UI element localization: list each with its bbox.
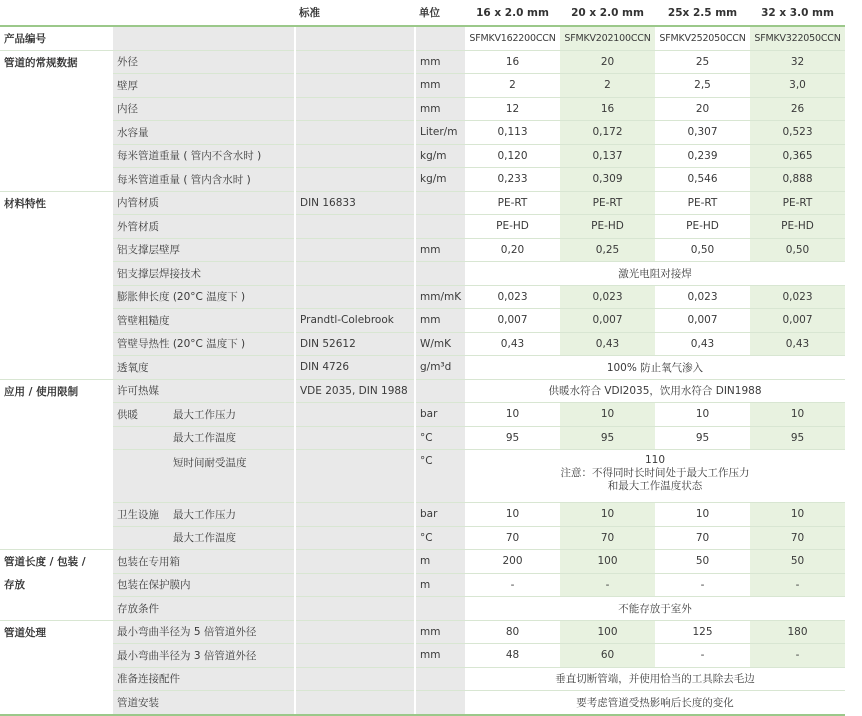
table-row — [0, 450, 845, 503]
cell-value: - — [465, 573, 560, 597]
cell-value: 10 — [655, 503, 750, 527]
row-unit: Liter/m — [415, 121, 465, 145]
row-unit: bar — [415, 503, 465, 527]
row-label: 壁厚 — [113, 74, 295, 98]
category-length: 管道长度 / 包装 / — [4, 556, 86, 568]
table-row — [0, 285, 845, 309]
cell-value: PE-RT — [750, 191, 845, 215]
cell-value: 125 — [655, 620, 750, 644]
row-label: 最大工作温度 — [173, 432, 236, 445]
header-size: 25x 2.5 mm — [655, 0, 750, 26]
cell-value: 20 — [655, 97, 750, 121]
cell-value: 70 — [465, 526, 560, 550]
table-row — [0, 667, 845, 691]
row-unit: kg/m — [415, 168, 465, 192]
cell-value: 95 — [655, 426, 750, 450]
row-unit: mm — [415, 74, 465, 98]
row-label: 内管材质 — [113, 191, 295, 215]
row-unit: bar — [415, 403, 465, 427]
cell-value: 0,007 — [655, 309, 750, 333]
row-label: 每米管道重量 ( 管内含水时 ) — [113, 168, 295, 192]
table-row — [0, 426, 845, 450]
row-label: 外管材质 — [113, 215, 295, 239]
cell-value: 0,023 — [655, 285, 750, 309]
cell-value: - — [655, 573, 750, 597]
category-handling: 管道处理 — [4, 626, 46, 639]
row-label: 许可热媒 — [113, 379, 295, 403]
cell-value: 0,43 — [750, 332, 845, 356]
cell-value: 0,172 — [560, 121, 655, 145]
header-size: 32 x 3.0 mm — [750, 0, 845, 26]
table-row — [0, 121, 845, 145]
cell-value: PE-HD — [655, 215, 750, 239]
cell-value: 12 — [465, 97, 560, 121]
row-label: 膨胀伸长度 (20°C 温度下 ) — [113, 285, 295, 309]
table-row — [0, 332, 845, 356]
row-unit: mm — [415, 620, 465, 644]
header-standard: 标准 — [295, 0, 415, 26]
cell-value: 0,43 — [655, 332, 750, 356]
cell-value: - — [750, 573, 845, 597]
cell-value: 20 — [560, 50, 655, 74]
header-unit: 单位 — [415, 0, 465, 26]
cell-value: 10 — [750, 403, 845, 427]
cell-value: 26 — [750, 97, 845, 121]
cell-value: 10 — [560, 503, 655, 527]
row-unit: m — [415, 550, 465, 574]
table-row — [0, 526, 845, 550]
cell-value: 16 — [465, 50, 560, 74]
row-label: 水容量 — [113, 121, 295, 145]
cell-value: 0,25 — [560, 238, 655, 262]
row-standard: DIN 4726 — [295, 356, 415, 380]
span-line: 注意：不得同时长时间处于最大工作压力 — [560, 467, 750, 479]
product-code: SFMKV162200CCN — [465, 26, 560, 50]
cell-value: 0,239 — [655, 144, 750, 168]
cell-value: 95 — [560, 426, 655, 450]
cell-value: 50 — [750, 550, 845, 574]
header-size: 20 x 2.0 mm — [560, 0, 655, 26]
row-unit: °C — [415, 526, 465, 550]
row-label: 透氧度 — [113, 356, 295, 380]
row-label: 最大工作温度 — [173, 532, 236, 545]
row-label: 管壁导热性 (20°C 温度下 ) — [113, 332, 295, 356]
cell-value: PE-RT — [560, 191, 655, 215]
row-label: 包装在保护膜内 — [113, 573, 295, 597]
row-label: 包装在专用箱 — [113, 550, 295, 574]
cell-value: 70 — [750, 526, 845, 550]
product-number-row — [0, 26, 845, 50]
table-row — [0, 168, 845, 192]
row-label: 铝支撑层焊接技术 — [113, 262, 295, 286]
cell-value: - — [560, 573, 655, 597]
table-row — [0, 309, 845, 333]
cell-value: 0,113 — [465, 121, 560, 145]
cell-value: 0,023 — [465, 285, 560, 309]
product-code: SFMKV202100CCN — [560, 26, 655, 50]
cell-value: 0,137 — [560, 144, 655, 168]
row-label: 最大工作压力 — [173, 508, 236, 521]
cell-value: 180 — [750, 620, 845, 644]
cell-value: PE-HD — [750, 215, 845, 239]
row-label: 每米管道重量 ( 管内不含水时 ) — [113, 144, 295, 168]
row-unit: °C — [415, 450, 465, 503]
row-standard: DIN 16833 — [295, 191, 415, 215]
cell-value: 80 — [465, 620, 560, 644]
cell-value: PE-RT — [465, 191, 560, 215]
row-unit: °C — [415, 426, 465, 450]
cell-value: 70 — [560, 526, 655, 550]
cell-value: 0,007 — [465, 309, 560, 333]
cell-value: 0,120 — [465, 144, 560, 168]
row-unit: mm — [415, 238, 465, 262]
row-unit: W/mK — [415, 332, 465, 356]
cell-value: - — [655, 644, 750, 668]
cell-value: 25 — [655, 50, 750, 74]
table-row — [0, 144, 845, 168]
cell-value: 10 — [655, 403, 750, 427]
table-row — [0, 503, 845, 527]
cell-value: 60 — [560, 644, 655, 668]
cell-value: 95 — [465, 426, 560, 450]
table-row — [0, 379, 845, 403]
cell-value: 32 — [750, 50, 845, 74]
cell-value: 100 — [560, 620, 655, 644]
row-standard: Prandtl-Colebrook — [295, 309, 415, 333]
span-line: 110 — [644, 454, 666, 466]
category-material: 材料特性 — [4, 197, 46, 210]
span-value: 100% 防止氧气渗入 — [465, 356, 845, 380]
cell-value: 48 — [465, 644, 560, 668]
row-label: 最小弯曲半径为 3 倍管道外径 — [113, 644, 295, 668]
table-row — [0, 403, 845, 427]
span-value: 不能存放于室外 — [465, 597, 845, 621]
cell-value: 0,50 — [750, 238, 845, 262]
cell-value: PE-HD — [560, 215, 655, 239]
table-row — [0, 191, 845, 215]
span-value: 激光电阻对接焊 — [465, 262, 845, 286]
table-row — [0, 50, 845, 74]
cell-value: PE-HD — [465, 215, 560, 239]
cell-value: 10 — [465, 503, 560, 527]
cell-value: 2,5 — [655, 74, 750, 98]
row-unit: kg/m — [415, 144, 465, 168]
product-code: SFMKV322050CCN — [750, 26, 845, 50]
row-group-label: 供暖 — [117, 408, 138, 421]
cell-value: 200 — [465, 550, 560, 574]
cell-value: 16 — [560, 97, 655, 121]
cell-value: 0,007 — [560, 309, 655, 333]
cell-value: PE-RT — [655, 191, 750, 215]
row-label: 管壁粗糙度 — [113, 309, 295, 333]
cell-value: 70 — [655, 526, 750, 550]
table-row — [0, 620, 845, 644]
table-row — [0, 550, 845, 574]
table-row — [0, 573, 845, 597]
row-unit: mm — [415, 50, 465, 74]
row-label: 最大工作压力 — [173, 408, 236, 421]
cell-value: 0,43 — [465, 332, 560, 356]
category-limits: 应用 / 使用限制 — [4, 385, 79, 398]
row-unit: mm — [415, 644, 465, 668]
cell-value: 50 — [655, 550, 750, 574]
table-row — [0, 262, 845, 286]
row-label: 外径 — [113, 50, 295, 74]
cell-value: 3,0 — [750, 74, 845, 98]
header-size: 16 x 2.0 mm — [465, 0, 560, 26]
row-label: 内径 — [113, 97, 295, 121]
row-unit: g/m³d — [415, 356, 465, 380]
cell-value: 2 — [465, 74, 560, 98]
row-unit: mm — [415, 97, 465, 121]
cell-value: 0,43 — [560, 332, 655, 356]
cell-value: 0,365 — [750, 144, 845, 168]
cell-value: 0,007 — [750, 309, 845, 333]
table-row — [0, 691, 845, 715]
span-value: 要考虑管道受热影响后长度的变化 — [465, 691, 845, 715]
row-label: 存放条件 — [113, 597, 295, 621]
row-label: 铝支撑层壁厚 — [113, 238, 295, 262]
span-value — [465, 450, 845, 503]
table-row — [0, 97, 845, 121]
row-label: 最小弯曲半径为 5 倍管道外径 — [113, 620, 295, 644]
table-row — [0, 74, 845, 98]
row-unit: mm/mK — [415, 285, 465, 309]
row-label: 短时间耐受温度 — [173, 457, 247, 469]
cell-value: 10 — [750, 503, 845, 527]
span-line: 和最大工作温度状态 — [607, 480, 703, 492]
row-label: 管道安装 — [113, 691, 295, 715]
cell-value: 0,309 — [560, 168, 655, 192]
cell-value: 0,546 — [655, 168, 750, 192]
cell-value: 0,523 — [750, 121, 845, 145]
cell-value: 0,023 — [560, 285, 655, 309]
row-group-label: 卫生设施 — [117, 508, 159, 521]
table-row — [0, 644, 845, 668]
header-row — [0, 0, 845, 26]
row-label: 准备连接配件 — [113, 667, 295, 691]
cell-value: 0,20 — [465, 238, 560, 262]
cell-value: 10 — [465, 403, 560, 427]
cell-value: 0,50 — [655, 238, 750, 262]
cell-value: 95 — [750, 426, 845, 450]
category-general: 管道的常规数据 — [4, 56, 78, 69]
table-row — [0, 597, 845, 621]
cell-value: 0,888 — [750, 168, 845, 192]
cell-value: 0,023 — [750, 285, 845, 309]
row-standard: VDE 2035, DIN 1988 — [295, 379, 415, 403]
span-value: 垂直切断管端，并使用恰当的工具除去毛边 — [465, 667, 845, 691]
table-row — [0, 215, 845, 239]
cell-value: 2 — [560, 74, 655, 98]
table-row — [0, 356, 845, 380]
cell-value: 10 — [560, 403, 655, 427]
row-unit: mm — [415, 309, 465, 333]
category-length-2: 存放 — [4, 579, 25, 592]
span-value: 供暖水符合 VDI2035，饮用水符合 DIN1988 — [465, 379, 845, 403]
row-unit: m — [415, 573, 465, 597]
cell-value: 0,307 — [655, 121, 750, 145]
table-row — [0, 238, 845, 262]
cell-value: 0,233 — [465, 168, 560, 192]
cell-value: - — [750, 644, 845, 668]
cell-value: 100 — [560, 550, 655, 574]
product-number-label: 产品编号 — [0, 26, 113, 50]
row-standard: DIN 52612 — [295, 332, 415, 356]
product-code: SFMKV252050CCN — [655, 26, 750, 50]
